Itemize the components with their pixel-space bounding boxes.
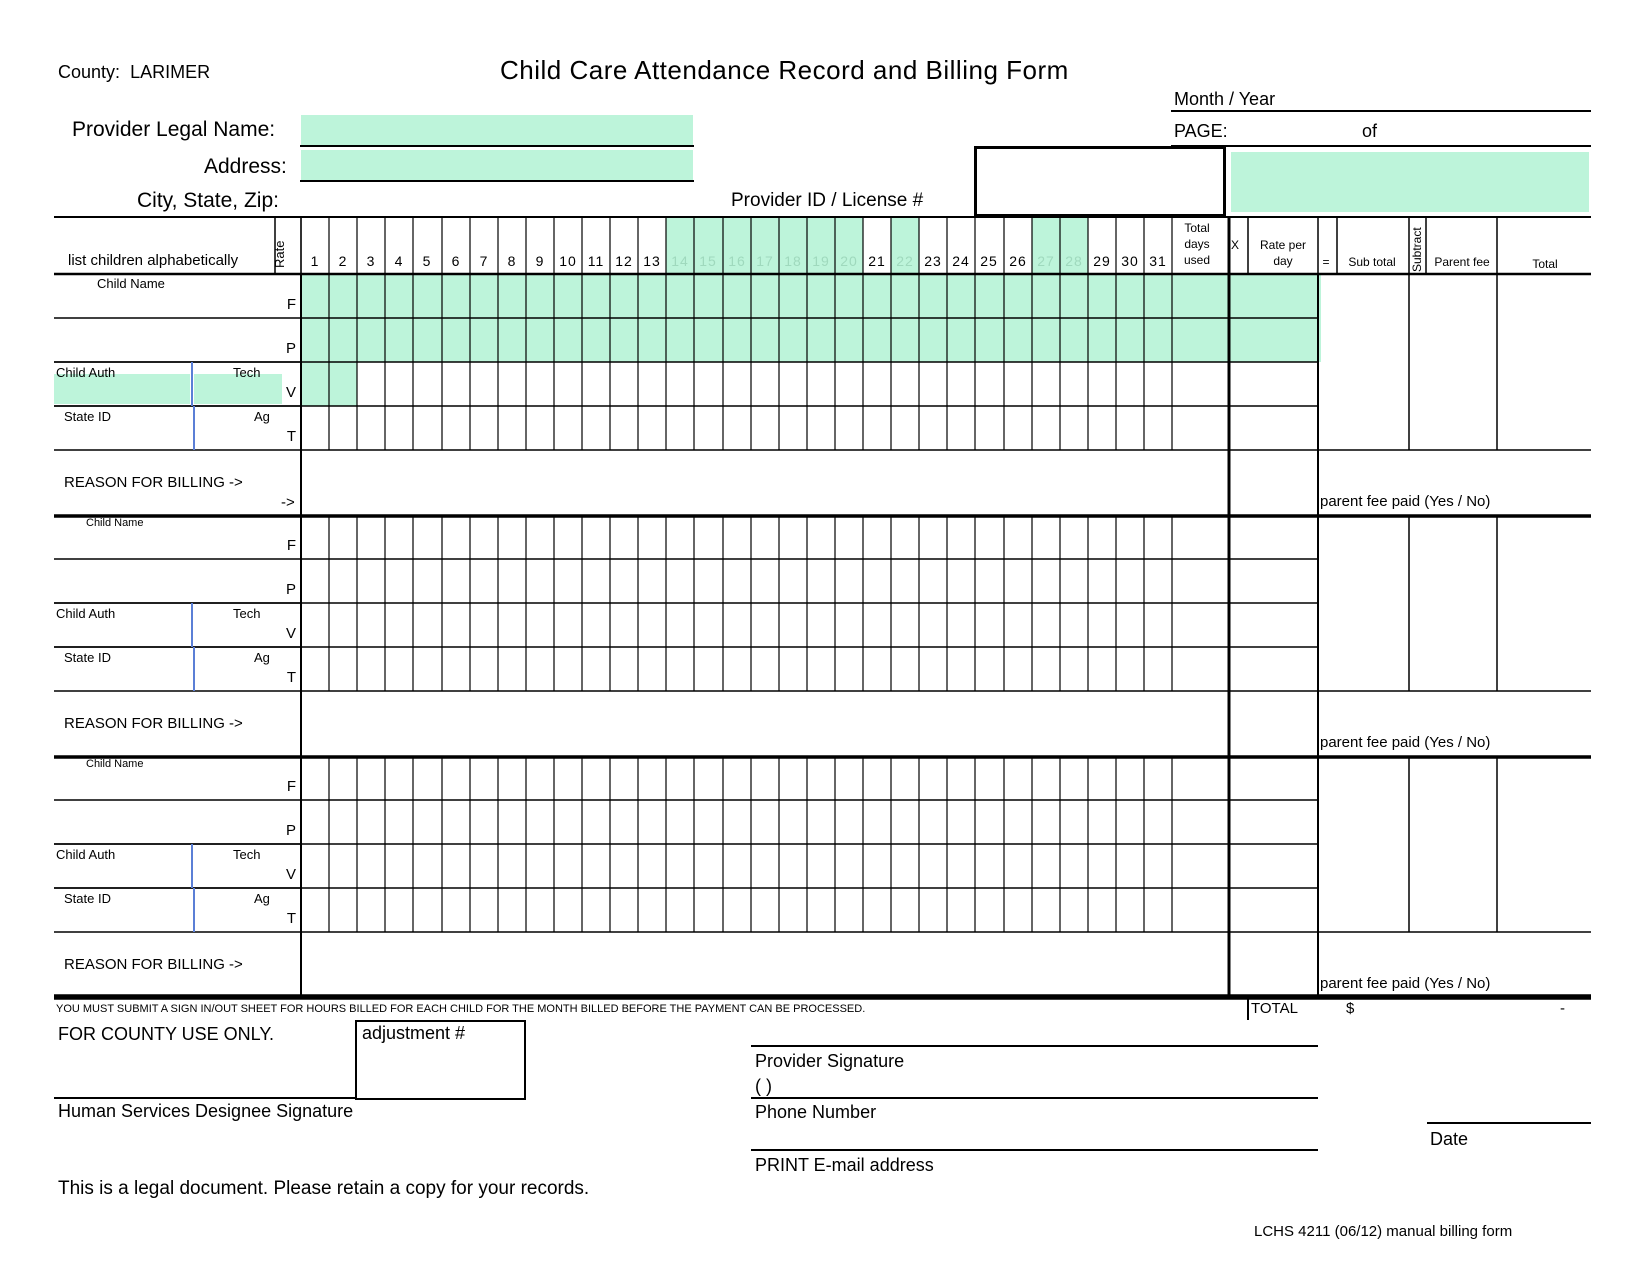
day-19-header: 19 [812,253,830,269]
sign-sheet-notice: YOU MUST SUBMIT A SIGN IN/OUT SHEET FOR HOURS BILLED FOR EACH CHILD FOR THE MONTH BILLED BEFORE THE PAYMENT CAN BE PROCESSED. [56,1003,866,1015]
tech-label: Tech [233,606,261,621]
phone-parens: ( ) [755,1076,772,1096]
sub-total-header: Sub total [1348,255,1396,269]
day-28-header: 28 [1065,253,1083,269]
provider-name-line [300,145,694,147]
tech-label: Tech [233,847,261,862]
designee-signature-label: Human Services Designee Signature [58,1101,354,1121]
county-use-label: FOR COUNTY USE ONLY. [58,1024,275,1044]
county-field [58,62,210,83]
state-id-label: State ID [64,650,111,665]
row-letter-p: P [285,822,296,839]
child-auth-label: Child Auth [56,606,116,621]
row-letter-v: V [285,866,296,883]
county-value: LARIMER [130,62,211,82]
day-10-header: 10 [559,253,577,269]
row-letter-t: T [286,428,296,445]
day-14-header: 14 [671,253,689,269]
attendance-v-highlight [301,362,357,406]
address-line [300,180,694,182]
form-id: LCHS 4211 (06/12) manual billing form [1254,1223,1513,1240]
row-letter-t: T [286,669,296,686]
day-18-header: 18 [784,253,802,269]
provider-name-label: Provider Legal Name: [72,118,276,141]
total-divider [1247,996,1249,1020]
date-label: Date [1430,1129,1469,1149]
email-label: PRINT E-mail address [755,1155,934,1175]
day-15-header: 15 [699,253,717,269]
provider-id-input[interactable] [1231,152,1589,212]
month-year-line [1171,110,1591,112]
provider-name-input[interactable] [301,115,693,145]
total-days-used-header: Total days used [1183,221,1211,267]
total-header: Total [1532,257,1558,271]
day-23-header: 23 [924,253,942,269]
row-letter-p: P [285,581,296,598]
day-22-header: 22 [896,253,914,269]
parent-fee-paid-label: parent fee paid (Yes / No) [1320,734,1491,751]
ag-label: Ag [254,650,270,665]
day-7-header: 7 [479,253,489,269]
day-16-header: 16 [728,253,746,269]
x-header: X [1230,238,1239,252]
grand-total-value: - [1560,1000,1565,1017]
child-auth-label: Child Auth [56,847,116,862]
reason-for-billing-label: REASON FOR BILLING -> [64,474,243,491]
parent-fee-paid-label: parent fee paid (Yes / No) [1320,975,1491,992]
day-4-header: 4 [394,253,404,269]
grand-total-label: TOTAL [1251,1000,1298,1017]
child-auth-label: Child Auth [56,365,116,380]
day-2-header: 2 [338,253,348,269]
county-label: County: [58,62,121,82]
page-label: PAGE: [1174,121,1228,141]
child-name-label: Child Name [86,517,144,529]
day-17-header: 17 [756,253,774,269]
list-children-note: list children alphabetically [68,252,239,269]
day-30-header: 30 [1121,253,1139,269]
day-24-header: 24 [952,253,970,269]
reason-for-billing-label: REASON FOR BILLING -> [64,715,243,732]
attendance-fp-highlight [301,274,1321,362]
day-3-header: 3 [366,253,376,269]
day-20-header: 20 [840,253,858,269]
adjustment-label: adjustment # [362,1023,466,1043]
adjustment-box[interactable] [355,1020,526,1100]
row-letter-f: F [286,778,296,795]
day-5-header: 5 [422,253,432,269]
tech-label: Tech [233,365,261,380]
day-6-header: 6 [451,253,461,269]
reason-for-billing-label: REASON FOR BILLING -> [64,956,243,973]
day-21-header: 21 [868,253,886,269]
day-8-header: 8 [507,253,517,269]
day-11-header: 11 [587,253,605,269]
ag-label: Ag [254,891,270,906]
provider-id-box[interactable] [974,146,1226,217]
day-26-header: 26 [1009,253,1027,269]
designee-signature-line[interactable] [54,1097,356,1099]
city-state-zip-label: City, State, Zip: [137,189,279,212]
rate-column-header: Rate [272,240,287,268]
state-id-label: State ID [64,891,111,906]
state-id-label: State ID [64,409,111,424]
parent-fee-header: Parent fee [1434,255,1490,269]
provider-signature-label: Provider Signature [755,1051,905,1071]
currency-symbol: $ [1346,1000,1355,1017]
page-of-label: of [1362,121,1378,141]
phone-line[interactable] [751,1097,1318,1099]
phone-number-label: Phone Number [755,1102,877,1122]
parent-fee-paid-label: parent fee paid (Yes / No) [1320,493,1491,510]
form-title: Child Care Attendance Record and Billing Form [500,55,1069,85]
ag-label: Ag [254,409,270,424]
rate-per-day-header: Rate per day [1259,238,1307,268]
row-letter-p: P [285,340,296,357]
subtract-header: Subtract [1410,227,1424,272]
child-name-label: Child Name [86,758,144,770]
day-27-header: 27 [1037,253,1055,269]
day-9-header: 9 [535,253,545,269]
provider-signature-line[interactable] [751,1045,1318,1047]
address-input[interactable] [301,150,693,180]
page-line [1171,145,1591,147]
day-29-header: 29 [1093,253,1111,269]
row-letter-v: V [285,384,296,401]
legal-notice: This is a legal document. Please retain a copy for your records. [58,1178,590,1199]
row-letter-v: V [285,625,296,642]
row-letter-f: F [286,296,296,313]
date-line[interactable] [1427,1122,1591,1124]
provider-id-label: Provider ID / License # [731,190,924,211]
day-25-header: 25 [980,253,998,269]
day-12-header: 12 [615,253,633,269]
month-year-label: Month / Year [1174,89,1276,109]
day-1-header: 1 [310,253,320,269]
row-letter-t: T [286,910,296,927]
child-name-label: Child Name [97,276,165,291]
equals-header: = [1322,255,1330,269]
reason-arrow: -> [281,494,295,511]
row-letter-f: F [286,537,296,554]
address-label: Address: [204,155,287,178]
day-13-header: 13 [643,253,661,269]
day-31-header: 31 [1149,253,1167,269]
email-line[interactable] [751,1149,1318,1151]
